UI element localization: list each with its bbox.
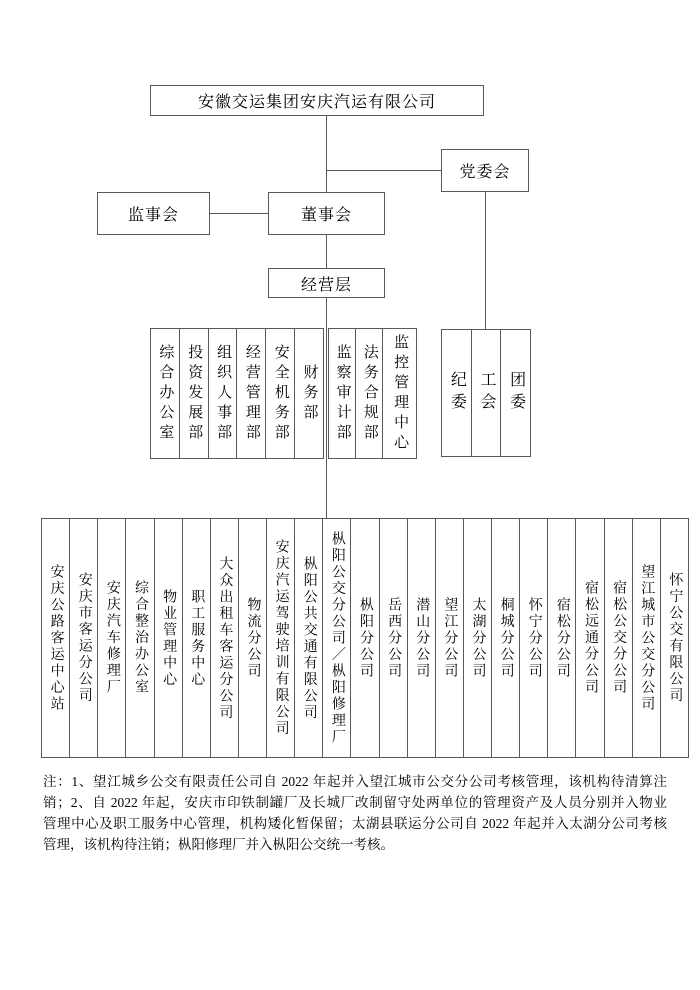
subsidiary-box [98,519,126,757]
board-of-directors-box [268,192,385,235]
connector-root-to-board [326,116,327,192]
department-box [295,329,323,458]
subsidiary-box-label: 岳西分公司 [386,596,402,680]
subsidiary-box-label: 宿松公交分公司 [611,580,627,696]
subsidiary-box [576,519,604,757]
subsidiary-box [492,519,520,757]
subsidiary-box-label: 物业管理中心 [161,588,177,688]
management-level-label: 经营层 [300,276,352,294]
subsidiary-box [267,519,295,757]
subsidiary-box-label: 安庆汽运驾驶培训有限公司 [273,539,289,737]
department-box-label: 投资发展部 [186,343,203,444]
party-organ-box [472,330,502,456]
subsidiary-box [408,519,436,757]
party-organ-box [442,330,472,456]
connector-branch-to-party-committee [326,170,441,171]
subsidiary-box [661,519,688,757]
subsidiary-box-label: 潜山分公司 [414,596,430,680]
subsidiary-box-label: 望江城市公交分公司 [639,563,655,713]
subsidiary-box-label: 望江分公司 [442,596,458,680]
subsidiary-box [633,519,661,757]
subsidiary-box [520,519,548,757]
subsidiary-box-label: 综合整治办公室 [132,580,148,696]
subsidiary-box [351,519,379,757]
note-line: 注：1、望江城乡公交有限责任公司自 2022 年起并入望江城市公交分公司考核管理，该机构待清算注 [43,774,667,789]
party-committee-box [441,149,529,192]
connector-party-committee-to-organs [485,192,486,329]
party-committee-label: 党委会 [459,164,511,181]
subsidiary-box [42,519,70,757]
note-line: 管理中心及职工服务中心管理，机构矮化暂保留；太湖县联运分公司自 2022 年起并入太湖分公司考核 [43,816,667,831]
subsidiary-box-label: 职工服务中心 [189,588,205,688]
department-box [356,329,383,458]
root-company-box [150,85,484,116]
departments-group-right [328,328,417,459]
department-box-label: 监控管理中心 [392,333,409,454]
subsidiary-box-label: 安庆市客运分公司 [76,572,92,704]
supervisory-board-label: 监事会 [127,207,179,224]
department-box-label: 监察审计部 [334,343,351,444]
department-box [209,329,238,458]
root-company-label: 安徽交运集团安庆汽运有限公司 [197,94,436,111]
subsidiary-box-label: 宿松远通分公司 [582,580,598,696]
footnotes [43,771,667,855]
subsidiary-box-label: 怀宁分公司 [526,596,542,680]
subsidiary-box-label: 物流分公司 [245,596,261,680]
department-box-label: 安全机务部 [272,343,289,444]
party-organ-box-label: 纪委 [448,371,466,415]
subsidiary-box-label: 太湖分公司 [470,596,486,680]
subsidiary-box [548,519,576,757]
connector-management-to-subsidiaries [326,298,327,518]
connector-board-to-management [326,235,327,268]
subsidiary-box [436,519,464,757]
department-box [237,329,266,458]
connector-supervisory-to-board [210,213,268,214]
subsidiary-box [183,519,211,757]
department-box [383,329,416,458]
party-organ-box-label: 团委 [507,371,525,415]
board-of-directors-label: 董事会 [300,207,352,224]
party-organs-group [441,329,531,457]
note-line: 销；2、自 2022 年起，安庆市印铁制罐厂及长城厂改制留守处两单位的管理资产及人员分别并入物业 [43,795,667,810]
party-organ-box [501,330,530,456]
subsidiary-box [211,519,239,757]
subsidiary-box [155,519,183,757]
subsidiary-box [380,519,408,757]
subsidiary-box-label: 枞阳分公司 [357,596,373,680]
subsidiary-box [605,519,633,757]
department-box [151,329,180,458]
department-box-label: 经营管理部 [243,343,260,444]
supervisory-board-box [97,192,210,235]
subsidiary-box [70,519,98,757]
subsidiary-box-label: 大众出租车客运分公司 [217,555,233,721]
subsidiary-box [464,519,492,757]
department-box-label: 法务合规部 [361,343,378,444]
department-box-label: 财务部 [301,363,318,424]
subsidiary-box-label: 安庆汽车修理厂 [104,580,120,696]
subsidiary-box-label: 桐城分公司 [498,596,514,680]
department-box [266,329,295,458]
subsidiary-box-label: 安庆公路客运中心站 [48,563,64,713]
subsidiary-box [126,519,154,757]
party-organ-box-label: 工会 [478,371,495,415]
subsidiaries-group [41,518,689,758]
department-box [180,329,209,458]
subsidiary-box-label: 枞阳公交分公司／枞阳修理厂 [329,530,345,746]
note-line: 管理，该机构待注销；枞阳修理厂并入枞阳公交统一考核。 [43,837,394,852]
subsidiary-box-label: 宿松分公司 [554,596,570,680]
department-box-label: 组织人事部 [215,343,232,444]
subsidiary-box-label: 枞阳公共交通有限公司 [301,555,317,721]
subsidiary-box [239,519,267,757]
department-box-label: 综合办公室 [157,343,174,444]
departments-group-left [150,328,324,459]
management-level-box [268,268,385,298]
department-box [329,329,356,458]
subsidiary-box [323,519,351,757]
subsidiary-box-label: 怀宁公交有限公司 [667,572,683,704]
subsidiary-box [295,519,323,757]
